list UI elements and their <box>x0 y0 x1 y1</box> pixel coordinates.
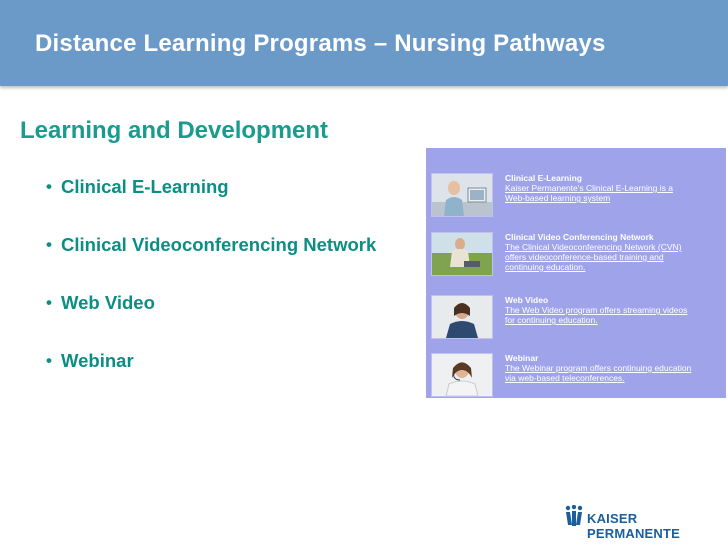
list-item <box>45 292 376 350</box>
program-list <box>45 176 376 408</box>
program-card <box>426 171 726 229</box>
logo-wordmark: KAISER PERMANENTE <box>587 511 681 541</box>
kaiser-permanente-logo <box>564 505 724 541</box>
program-description-link[interactable]: The Web Video program offers streaming videos for continuing education. <box>505 305 688 325</box>
list-item-label: Web Video <box>61 292 155 313</box>
list-item <box>45 176 376 234</box>
bullet-icon: • <box>46 235 52 254</box>
program-info <box>505 173 695 203</box>
list-item-label: Webinar <box>61 350 134 371</box>
program-thumbnail <box>431 353 493 397</box>
program-title: Clinical Video Conferencing Network <box>505 232 654 242</box>
list-item <box>45 234 376 292</box>
program-thumbnail <box>431 295 493 339</box>
program-info <box>505 353 695 383</box>
program-info <box>505 232 695 272</box>
list-item-label: Clinical E-Learning <box>61 176 229 197</box>
program-thumbnail <box>431 232 493 276</box>
programs-panel <box>426 148 726 398</box>
program-title: Webinar <box>505 353 539 363</box>
program-card <box>426 230 726 288</box>
slide-title: Distance Learning Programs – Nursing Pathways <box>35 30 606 57</box>
program-card <box>426 293 726 351</box>
program-title: Web Video <box>505 295 549 305</box>
bullet-icon: • <box>46 351 52 370</box>
section-heading: Learning and Development <box>20 117 329 144</box>
list-item-label: Clinical Videoconferencing Network <box>61 234 377 255</box>
program-thumbnail <box>431 173 493 217</box>
program-description-link[interactable]: Kaiser Permanente's Clinical E-Learning is a Web-based learning system <box>505 183 673 203</box>
bullet-icon: • <box>46 293 52 312</box>
program-info <box>505 295 695 325</box>
program-title: Clinical E-Learning <box>505 173 582 183</box>
people-icon <box>564 505 584 527</box>
bullet-icon: • <box>46 177 52 196</box>
program-card <box>426 351 726 409</box>
list-item <box>45 350 376 408</box>
title-bar <box>0 0 728 86</box>
program-description-link[interactable]: The Clinical Videoconferencing Network (CVN) offers videoconference-based training and continuing education. <box>505 242 682 272</box>
program-description-link[interactable]: The Webinar program offers continuing education via web-based teleconferences. <box>505 363 692 383</box>
